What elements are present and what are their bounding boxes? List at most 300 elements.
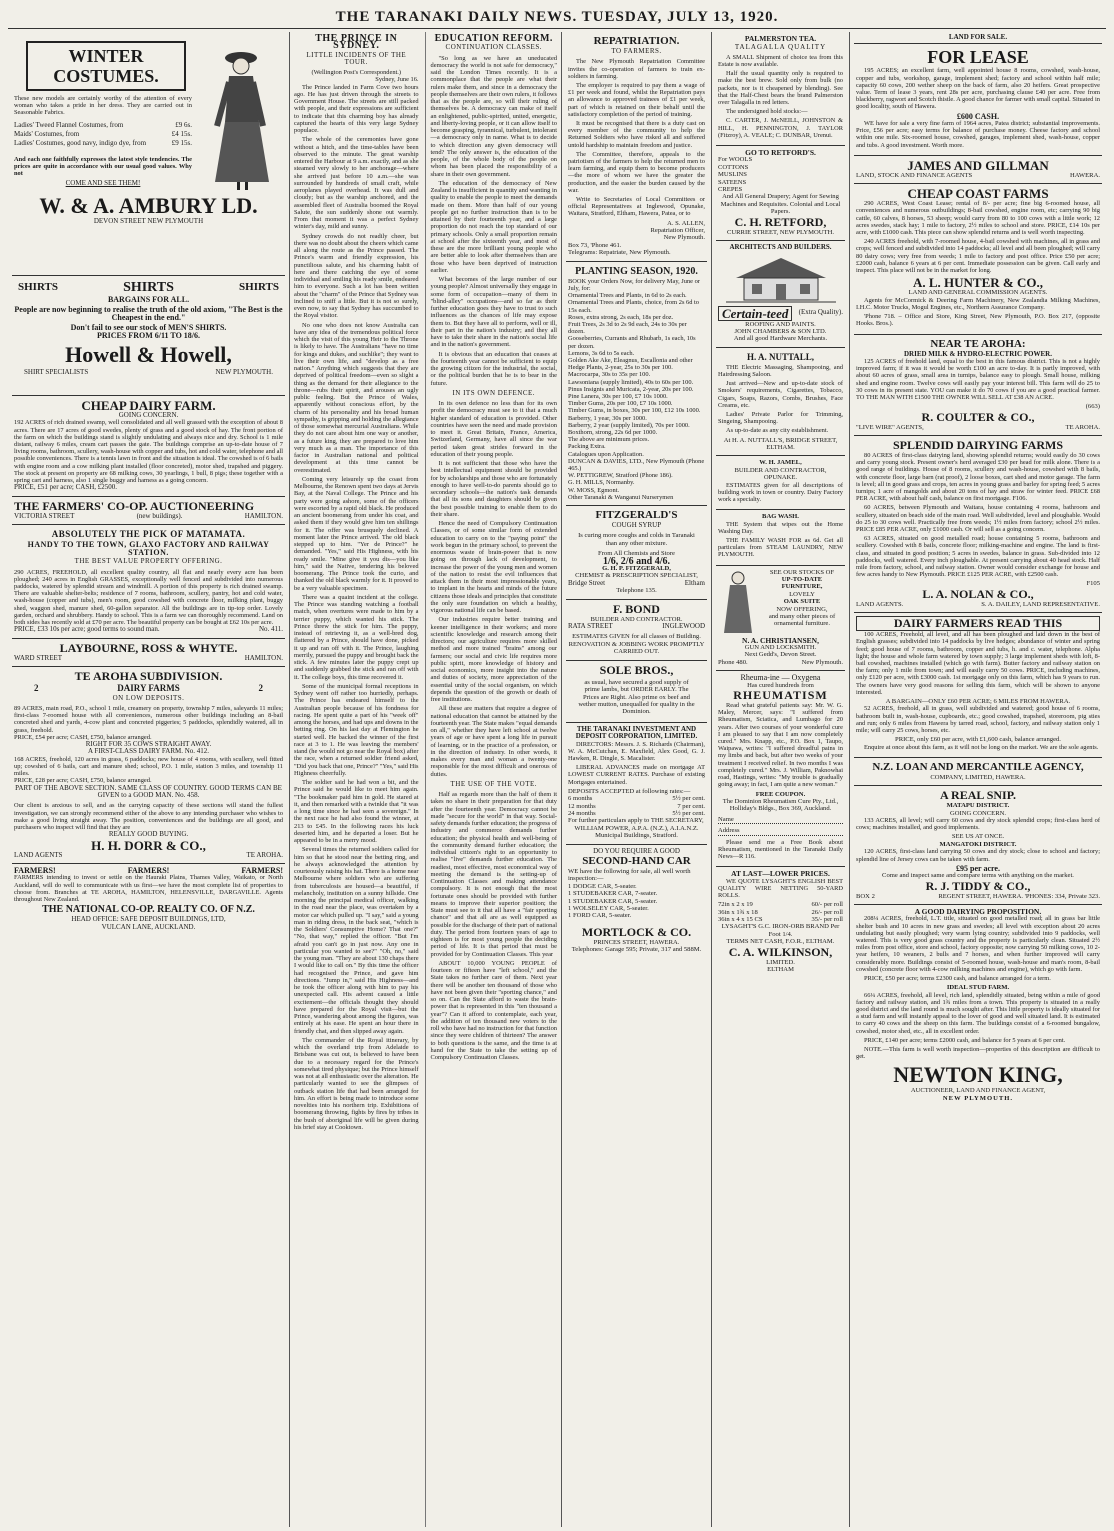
lease-body: 195 ACRES; an excellent farm, well appointed house 8 rooms, cowshed, wash-house, copper and tubs, workshop, garage, implement shed; factory and school within half mile; capacity 60 cows, 200 wether sheep on the back of farm, also 20 heifers. Great prospective value. Term of lease 3 years, rent 28s per acre, purchasing clause £40 per acre. Free from blackberry, ragwort and Scotch thistle. A good chance for farmer with small capital. Situated in good locality, south of Hawera. <box>856 67 1100 111</box>
planting-line: Gooseberries, Currants and Rhubarb, 1s each, 10s per dozen. <box>568 335 696 350</box>
realty-body: FARMERS intending to invest or settle on the Hauraki Plains, Thames Valley, Waikato, or North Auckland, will do well to communicate with us first—we have the most complete list of properties to choose from. Branches at TE AROHA, HAMILTON, HELENSVILLE, DARGAVILLE. Agents throughout New Zealand. <box>14 874 283 904</box>
ad-real-snip <box>854 786 1102 905</box>
snip-title: A REAL SNIP. <box>940 788 1016 803</box>
winter-item-label: Ladies' Costumes, good navy, indigo dye, from <box>14 138 147 147</box>
bond-tag: RENOVATION & JOBBING WORK PROMPTLY CARRIED OUT. <box>568 640 705 656</box>
planting-line: BOOK your Orders Now, for delivery May, June or July, for: <box>568 277 700 292</box>
jamel-sub: BUILDER AND CONTRACTOR, OPUNAKE. <box>734 466 827 482</box>
laybourne-title: LAYBOURNE, ROSS & WHYTE. <box>59 640 238 655</box>
prince-paragraph: Some of the municipal formal receptions in Sydney went off rather too hurriedly, perhaps. The Prince has endeared himself to the Australian people because of his fondness for racing. He spent quite a part of his "week off" among the horses, and had ups and downs in the betting ring. On his last day at Flemington he started well. He backed the winner of the first race at 3 to 1. He was leaving the members' stand (he would not go near the Royal box) after the race, when a returned soldier friend asked, "Did you back that one, Prince?" "Yes," said His Highness cheerfully. <box>294 682 419 777</box>
rheum-body: Read what grateful patients say: Mr. W. G. Maley, Mercer, says: "I suffered from Rheumatism, Sciatica, and Lumbago for 20 years. After two courses of your wonderful cure I am pleased to say that I am now completely cured." Mrs. Knapp, etc., P.O. Box 1, Taupo, Waipawa, writes: "I suffered dreadful pains in my limbs and back, but after two weeks of your treatment I received relief. In two months I was completely cured." Mrs. J. William, Paknowhai road, Hastings, writes: "My trouble is gradually going away; in fact, I am quite a new woman." <box>718 702 843 789</box>
woman-illustration <box>199 42 279 192</box>
dfr-p2note: Enquire at once about this farm, as it will not be long on the market. We are the sole agents. <box>864 743 1099 751</box>
winter-item-price: £9 15s. <box>171 138 192 147</box>
arch-line3: And all good Hardware Merchants. <box>733 335 828 343</box>
nolan-firm: L. A. NOLAN & CO., <box>922 586 1034 601</box>
arch-extra: (Extra Quality). <box>798 308 843 317</box>
tearoha-sub: DAIRY FARMS <box>117 683 180 694</box>
car-title: SECOND-HAND CAR <box>582 855 691 867</box>
ad-repatriation <box>566 32 707 262</box>
planting-line: Ornamental Trees and Plants, in 6d to 2s each. <box>568 292 687 300</box>
realty-head: FARMERS! <box>14 866 56 875</box>
dfr-p2price: PRICE, only £60 per acre, with £1,600 cash, balance arranged. <box>895 736 1061 744</box>
tea-body2: Half the usual quantity only is required to make the best brew. Sold only from bulk (no packets, nor is it cheapened by blending). See that the Half-Chest bears the brand Palmerston over Talagalla in red letters. <box>718 70 843 107</box>
planting-line: Fruit Trees, 2s 3d to 2s 9d each, 24s to 30s per dozen. <box>568 320 687 336</box>
planting-line: Barberry, 2 year (supply limited), 70s per 1000. <box>568 421 690 429</box>
bond-row <box>568 623 705 630</box>
winter-cta: COME AND SEE THEM! <box>65 179 141 188</box>
car-body: WE have the following for sale, all well worth inspection:— <box>568 868 691 883</box>
planting-line: G. H. MILLS, Normanby. <box>568 479 635 487</box>
repat-box: Box 73, 'Phone 461. <box>568 241 622 249</box>
planting-line: Golden Ake Ake, Eleagnus, Escallonia and other Hedge Plants, 2-year, 25s to 30s per 100. <box>568 356 693 372</box>
aroha-no: (663) <box>1085 403 1100 411</box>
masthead: THE TARANAKI DAILY NEWS. TUESDAY, JULY 13, 1920. <box>8 6 1106 29</box>
splendid-title: SPLENDID DAIRYING FARMS <box>892 437 1064 452</box>
tea-body3: The undersigned hold stocks:— <box>726 108 808 116</box>
james-right: HAWERA. <box>1069 171 1100 179</box>
shirts-footer-left: SHIRT SPECIALISTS <box>24 368 89 377</box>
nuttall-body2: Just arrived—New and up-to-date stock of Smokers' requirements, Cigarettes, Tobacco, Cigars, Soaps, Razors, Combs, Brushes, Face Creams, etc. <box>718 380 843 409</box>
planting-line: Boxthorn, strong, 22s 6d per 1000. <box>568 428 658 436</box>
snip-body2: 120 ACRES, first-class land carrying 50 cows and dry stock; close to school and factory; splendid line of Jersey cows can be taken with farm. <box>856 848 1100 863</box>
invest-rate: 5½ per cent. <box>672 795 705 803</box>
shirts-prices: PRICES FROM 6/11 TO 18/6. <box>96 330 201 340</box>
tearoha-p1: 89 ACRES, main road, P.O., school 1 mile, creamery on property, township 7 miles, saleyards 11 miles; first-class 7-roomed house with all conveniences, numerous other buildings including an 8-bail concreted shed and yards, 4-cow plant and concreted piggeries; 5 paddocks, splendidly watered, all in grass, freehold. <box>14 704 283 734</box>
nuttall-title: H. A. NUTTALL, <box>746 351 815 362</box>
furn-line: UP-TO-DATE <box>781 576 823 584</box>
furn-line: NOW OFFERING, <box>776 605 828 613</box>
lease-title: FOR LEASE <box>927 47 1029 68</box>
ad-planting-season <box>566 262 707 506</box>
prince-credit: (Wellington Post's Correspondent.) <box>311 69 402 76</box>
vote-paragraph: ABOUT 10,000 YOUNG PEOPLE of fourteen or fifteen have "left school," and the State takes no further care of them. Next year there will be another ten thousand of those who have not been given their "sporting chance," and so on. Can the State afford to waste the brain-power that is represented in this "ten thousand a year"? Can it afford to contemplate, each year, the addition of ten thousand new voters to the roll who have had no instruction for that function since they were children of thirteen? The answer to both questions is the same, and the time is at hand for the State to take the setting up of Compulsory Continuation Classes. <box>430 959 557 1061</box>
fitz-row <box>568 580 705 587</box>
fitz-firm2: CHEMIST & PRESCRIPTION SPECIALIST, <box>575 572 698 580</box>
nzloan-title: N.Z. LOAN AND MERCANTILE AGENCY, <box>872 760 1084 773</box>
education-paragraph: "So long as we have an uneducated democracy the world is not safe for democracy," said the London Times recently. It is a commonplace that the people are what their rulers make them, and since in a democracy the people themselves are their own rulers, it follows that as the people are, so will their ruling of themselves be. A democracy can make of itself an enlightened, public-spirited, united, energetic, and liberty-loving people, or it can allow itself to become grasping, tyrannical, turbulent, intolerant—a democracy only in name. What is to decide to which direction any given democracy will tend? The only answer is, the education of the people, of the whole body of the people on whom has been placed the responsibility of a share in their own government. <box>430 54 557 178</box>
invest-rate: 7 per cent. <box>677 802 705 810</box>
education-sub: CONTINUATION CLASSES. <box>445 43 542 52</box>
land-for-sale-head: LAND FOR SALE. <box>854 32 1102 44</box>
retford-addr: CURRIE STREET, NEW PLYMOUTH. <box>727 228 834 236</box>
shirts-footer-right: NEW PLYMOUTH. <box>215 368 273 377</box>
splendid-p3: 63 ACRES, situated on good metalled road; house containing 5 rooms, bathroom and scullery. Cowshed with 8 bails, concrete floor; milking-machine and engine. The land is first-class, and situated in good position; 5 acres in swedes, balance in grass. Sub-divided into 12 paddocks, well watered. Every inch ploughable. At present carrying about 40 head stock. Half mile from factory, school, and railway station. Owner would consider exchange for house and few acres handy to New Plymouth. PRICE £125 PER ACRE, with £2500 cash. <box>856 535 1100 579</box>
tearoha-p1right: RIGHT FOR 35 COWS STRAIGHT AWAY. <box>85 739 212 748</box>
tearoha-num: 2 <box>34 683 39 694</box>
aroha-title: NEAR TE AROHA: <box>930 337 1026 350</box>
planting-line: Lawsoniana (supply limited), 40s to 60s per 100. <box>568 378 694 386</box>
car-item: 1 STUDEBAKER CAR, 7-seater. <box>568 890 658 898</box>
education-paragraph: Hence the need of Compulsory Continuation Classes, or of some similar form of extended education to carry on to the "paying point" the work begun in the primary school, to prevent the enormous waste of brain-power that is now going on through lack of development, to increase the power of the young men and women of the nation to resist the evil influences that attack them in their most impressionable years, to implant in the hearts and minds of the future citizens those ideals and principles that constitute the only sure foundation on which a healthy, vigorous national life can be based. <box>430 520 557 614</box>
coulter-right: TE AROHA. <box>1065 423 1100 431</box>
winter-item-label: Maids' Costumes, from <box>14 129 80 138</box>
netting-body: WE QUOTE LYSAGHT'S ENGLISH BEST QUALITY WIRE NETTING 50-YARD ROLLS. <box>718 877 843 899</box>
matamata-no: No. 411. <box>258 625 283 634</box>
christiansen-firm: N. A. CHRISTIANSEN, <box>742 635 819 645</box>
ad-fitzgerald <box>566 506 707 600</box>
repat-tel: Telegrams: Repatriate, New Plymouth. <box>568 249 671 257</box>
snip-see: SEE US AT ONCE. <box>951 833 1005 841</box>
fitz-right: Eltham <box>684 578 705 587</box>
invest-addr: Municipal Buildings, Stratford. <box>595 832 678 840</box>
rheum-coupon2: Please send me a Free Book about Rheumatism, mentioned in the Taranaki Daily News—R 116. <box>718 838 843 860</box>
splendid-p3no: F105 <box>1086 580 1100 588</box>
repat-sign-line: Repatriation Officer, <box>650 227 705 235</box>
ad-second-hand-car <box>566 845 707 958</box>
arch-title: ARCHITECTS AND BUILDERS. <box>729 243 832 252</box>
tearoha-sub-row <box>34 685 263 692</box>
ad-sole-bros <box>566 661 707 723</box>
ad-christiansen <box>716 566 845 672</box>
invest-body2: LIBERAL ADVANCES made on mortgage AT LOWEST CURRENT RATES. Purchase of existing Mortgages entertained. <box>568 764 705 786</box>
farmers-title: THE FARMERS' CO-OP. AUCTIONEERING <box>14 498 255 513</box>
dairy-price: PRICE, £51 per acre; CASH, £2500. <box>14 483 118 492</box>
prince-title: THE PRINCE IN SYDNEY. <box>315 33 398 52</box>
laybourne-left: WARD STREET <box>14 653 63 662</box>
retford-item: SATEENS <box>718 178 747 186</box>
jamel-title: W. H. JAMEL, <box>759 459 802 467</box>
dairy-title: CHEAP DAIRY FARM. <box>81 398 216 413</box>
newton-firm: NEWTON KING, <box>893 1062 1063 1088</box>
planting-line: Roses, extra strong, 2s each, 18s per doz. <box>568 313 674 321</box>
coupon-address-field[interactable]: Address <box>718 827 843 835</box>
arch-line2: JOHN CHAMBERS & SON LTD. <box>734 327 827 335</box>
dfr-p1: 100 ACRES, Freehold, all level, and all has been ploughed and laid down in the best of English grasses; subdivided into 14 paddocks by live hedges; abundance of winter and spring feed; good house of 7 rooms, bathroom, copper and tubs, h. and c. water, telephone. Alpha light; the house and whole farm watered by town supply; 3 large implement sheds with loft, 8-bail cowshed, machines installed (which go with farm). Butter factory and railway station on the farm; only 1 mile from town; and will easily carry 50 cows. PRICE, including machines, only £120 per acre, with £3000 cash. 1st mortgage only on this farm, which has 9 years to run. The owners have very good reasons for selling this farm, which will be shown to anyone interested. <box>856 631 1100 696</box>
fitz-title: FITZGERALD'S <box>595 509 678 521</box>
arch-line1: ROOFING AND PAINTS. <box>745 320 816 328</box>
repat-paragraph: The Committee, therefore, appeals to the patriotism of the farmers to help the returned men to learn farming, and equip them to become producers—the more of whom we have the greater the production, and the easier the burden caused by the war. <box>568 150 705 194</box>
tea-title: PALMERSTON TEA. <box>744 34 817 43</box>
hunter-phone: 'Phone 718. – Office and Store, King Street, New Plymouth, P.O. Box 217, (opposite Hooks. Bros.). <box>856 313 1100 328</box>
winter-item-price: £4 15s. <box>171 129 192 138</box>
bond-right: INGLEWOOD <box>662 622 705 631</box>
repat-title: REPATRIATION. <box>593 35 680 47</box>
splendid-p1: 80 ACRES of first-class dairying land, showing splendid returns; would easily do 30 cows and carry young stock. Present owner's herd averaged £30 per head for milk alone. There is a good range of buildings. House of 8 rooms, scullery and wash-house, cowshed with 8 bails, with concrete floor, large barn (rat proof), 2 loose boxes, cart shed and motor garage. The farm is level; all in good grass and crops, ten acres in young grass and barley for spring feed; 5 acres turnips; 1 acre of mangolds and about 20 tons of hay and straw for winter feed. PRICE £68 PER ACRE, with about half cash, balance on first mortgage. F106. <box>856 451 1100 503</box>
tearoha-title: TE AROHA SUBDIVISION. <box>74 669 223 684</box>
repat-paragraph: It must be recognised that there is a duty cast on every member of the community to help the Returned Soldiers who have risked all and suffered untold hardship to maintain freedom and justice. <box>568 120 705 149</box>
ambury-firm: W. & A. AMBURY LD. <box>39 192 258 218</box>
prince-paragraph: Several times the returned soldiers called for him so that he stood near the betting ring, and he always acknowledged the attention by courteously raising his hat. There is a home near Melbourne where soldiers who are suffering from tuberculosis are housed—a beautiful, if melancholy, institution on a sunny hillside. One morning the principal medical officer, walking in the road near the place, was overtaken by a motor car which pulled up. "I say," said a young man in riding dress, in the back seat, "which is the Soldiers' Consumptive Home? That one?" "No, that way," replied the officer. "But I'm afraid you can't go in just now. Any one in particular you wanted to see?" "Oh, no," said the young man. "They are about 130 chaps there I would like to call on." By this time the officer had recognised the Prince, and gave him directions. "Jump in," said His Highness—and he took the officer along with him to pay his unexpected call. His advent caused a little excitement—the officials thought they should have prepared for the Royal visit—but the Prince, wandering about among the figures, was entirely at his ease. He spent an hour there in friendly chat, and then slipped away again. <box>294 846 419 1035</box>
wash-title: BAG WASH. <box>762 513 799 521</box>
snip-price: £95 per acre. <box>956 863 1000 873</box>
cheap-p2: 240 ACRES freehold, with 7-roomed house, 4-bail cowshed with machines, all in grass and crops; well fenced and subdivided into 14 paddocks; all level and all been ploughed; will carry 80 dairy cows; very free from weeds; 1 mile to factory and post office. Price £50 per acre; £2000 cash, balance 6 years at 6 per cent. Immediate possession can be given. Call early and inspect. This place will not be in the market for long. <box>856 238 1100 275</box>
realty-title: THE NATIONAL CO-OP. REALTY CO. OF N.Z. <box>42 904 255 916</box>
mortlock-firm: MORTLOCK & CO. <box>581 924 692 939</box>
hunter-sub: LAND AND GENERAL COMMISSION AGENTS. <box>908 289 1048 297</box>
shirts-body: People are now beginning to realise the truth of the old axiom, "The Best is the Cheapest in the end." <box>14 305 283 322</box>
ad-national-realty <box>12 864 285 935</box>
netting-size: 36in x 1¾ x 18 <box>718 908 758 916</box>
retford-item: MUSLINS <box>718 171 747 179</box>
farmers-line-mid: (new buildings). <box>136 511 183 520</box>
invest-sec: WILLIAM POWER, A.P.A. (N.Z.), A.I.A.N.Z. <box>574 824 699 832</box>
prince-paragraph: The whole of the ceremonies have gone without a hitch, and the time-tables have been observed to the minute. The great warship entered the Harbour at 9 a.m. exactly, and as she steamed very slowly to her anchorage—where she arrived just before 10 a.m.—she was surrounded by hundreds of small craft, while aeroplanes played overhead. It was dull and cloudy; but as the warship anchored, and the assembled fleet of Australia boomed the Royal Salute, the sun suddenly shone out warmly. From that moment it was a perfect Sydney winter's day, mild and sunny. <box>294 136 419 231</box>
arch-brand: Certain-teed <box>718 306 792 321</box>
planting-line: Barberry, 1 year, 30s per 1000. <box>568 414 647 422</box>
christiansen-town: New Plymouth. <box>801 658 843 666</box>
ad-nuttall <box>716 348 845 457</box>
matamata-price: PRICE, £33 10s per acre; good terms to sound man. <box>14 625 160 634</box>
column-3 <box>562 32 712 1527</box>
realty-heads <box>14 867 283 874</box>
retford-item: For WOOLS <box>718 156 753 164</box>
netting-size: 36in x 4 x 15 CS <box>718 915 763 923</box>
shirts-heading-row <box>18 281 279 294</box>
retford-body: And All General Drapery; Agent for Sewing Machines and Requisites. Colonial and Local Papers. <box>720 193 841 216</box>
realty-head: FARMERS! <box>127 866 170 875</box>
coulter-firm: R. COULTER & CO., <box>921 409 1035 424</box>
netting-terms: TERMS NET CASH, F.O.R., ELTHAM. <box>726 938 835 946</box>
vote-paragraph: Half as regards more than the half of them it takes no share in their preparation for that duty after the fourteenth year. Democracy cannot be made "secure for the world" in that way. Social-safety demands further education; the progress of industry and commerce demands further education; the physical health and well-being of the community demand further education; the individual citizen's right to an opportunity to realise "live" demands further education. The readiest, most effective, most economical way of meeting the demand is the setting-up of Continuation Classes and making attendance compulsory. It is not enough that the most fortunate ones should be provided with further means to improve their superior position; the State must see to it that all have a "fair sporting chance" and that all are as well equipped as possible for the discharge of their part of national duty. The period from fourteen years of age to eighteen is for most young people the deciding period of life. It is that period that must be provided for by Continuation Classes. This year <box>430 791 557 958</box>
prop-body: 208¼ ACRES, freehold, L.T. title, situated on good metalled road; all in grass bar little shelter bush and 10 acres in new grass and swedes; all level with exception about 20 acres undulating but easily ploughed; very warm lying country; subdivided into 9 paddocks, well watered. This is very good grass country and the property is particularly clean. Situated 2½ miles from post office, store and school, factory opposite; now carrying 50 milking cows, 10 2-year heifers, 10 weaners, 2 bulls and 7 horses, and when further improved will carry considerably more. Buildings consist of 5-roomed house, wash-house and man's room, 8-bail cowshed (concrete floor with 4-cow milking machines and engine), which go with farm. <box>856 915 1100 973</box>
laybourne-right: HAMILTON. <box>244 653 283 662</box>
planting-line: W. MOSS, Egmont. <box>568 486 620 494</box>
tea-body: A SMALL Shipment of choice tea from this Estate is now available. <box>718 53 843 69</box>
planting-line: Other Taranaki & Wanganui Nurserymen <box>568 493 674 501</box>
sole-title: SOLE BROS., <box>599 662 674 677</box>
planting-list <box>568 278 705 501</box>
shirts-title: SHIRTS <box>18 281 58 293</box>
netting-price: 26/- per roll <box>811 908 843 916</box>
tearoha-p2price: PRICE, £28 per acre; CASH, £750, balance arranged. <box>14 777 152 785</box>
car-item: 1 WOLSELEY CAR, 5-seater. <box>568 905 649 913</box>
planting-line: Lemons, 3s 6d to 5s each. <box>568 349 635 357</box>
repat-sign-line: New Plymouth. <box>663 234 705 242</box>
matamata-sub2: THE BEST VALUE PROPERTY OFFERING. <box>74 557 223 566</box>
education-title: EDUCATION REFORM. <box>434 33 553 44</box>
furn-line: OAK SUITE <box>783 598 821 606</box>
winter-title: WINTER COSTUMES. <box>53 46 159 86</box>
nuttall-addr: At H. A. NUTTALL'S, BRIDGE STREET, ELTHAM. <box>723 436 838 451</box>
article-prince-in-sydney <box>294 32 419 1527</box>
prince-sub: LITTLE INCIDENTS OF THE TOUR. <box>306 50 407 66</box>
fitz-body: Is curing more coughs and colds in Taranaki than any other mixture. <box>578 532 695 547</box>
ad-farmers-coop <box>12 497 285 525</box>
shirts-title: SHIRTS <box>123 280 174 295</box>
wilkinson-limited: LIMITED. <box>766 958 795 966</box>
nolan-left: LAND AGENTS. <box>856 600 904 608</box>
retford-firm: C. H. RETFORD, <box>734 214 827 229</box>
ad-certain-teed <box>716 241 845 348</box>
hunter-firm: A. L. HUNTER & CO., <box>912 275 1043 291</box>
invest-body: DIRECTORS: Messrs. J. S. Richards (Chairman), W. A. McCutchan, E. Maxfield, Alex Good, G. J. Hawken, R. Dingle, S. Macalister. <box>568 740 705 762</box>
ad-bond <box>566 600 707 661</box>
splendid-p2: 60 ACRES, between Plymouth and Waitara, house containing 4 rooms, bathroom and scullery, situated on beach side of the main road. Well subdivided, level and ploughable. Would do 25 to 30 cows well. Practically free from weeds; 1½ miles from factory; school 2½ miles. PRICE £85 PER ACRE, only £1000 cash. Or will sell as a going concern. <box>856 504 1100 533</box>
invest-term: 24 months <box>568 809 596 817</box>
fitz-left: Bridge Street <box>568 578 606 587</box>
shirts-line: Don't fail to see our stock of MEN'S SHIRTS. <box>70 323 227 333</box>
matamata-body: 290 ACRES, FREEHOLD, all excellent quality country, all flat and nearly every acre has been ploughed; 240 acres in English GRASSES, exceptionally well fenced and subdivided into numerous paddocks, watered by splendid stream and windmill. A portion of this property is rich drained swamp. There are valuable shelter-belts; residence of 7 rooms, bathroom, scullery, pantry, hot and cold water, wash-house (copper and tubs), men's room, good cowshed with concrete floor, milking plant, buggy shed, waggon shed, manure shed, 60-gallon separator. All the buildings are in tip-top order. Lovely garden, orchard and shrubbery. Handy to school. This is a farm we can thoroughly recommend. Land on both sides has recently sold at £70 per acre. The beautiful property can be bought at £62 10s per acre. <box>14 568 283 627</box>
tearoha-body: Our client is anxious to sell, and as the carrying capacity of these sections will stand the fullest investigation, we can strongly recommend either of the above to any intending purchaser who wishes to make a good living straight away. The position, conveniences and the buildings are all good, and purchasers who inspect will find that they are <box>14 802 283 831</box>
furn-line: SEE OUR STOCKS OF <box>769 568 835 576</box>
snip-mangatoki: MANGATOKI DISTRICT. <box>939 840 1017 848</box>
ad-palmerston-tea <box>716 32 845 146</box>
tearoha-p2: 168 ACRES, freehold, 120 acres in grass, 6 paddocks; new house of 4 rooms, with scullery, well fitted up; cowshed of 6 bails, cart and manure shed; school, P.O. 1 mile, station 3 miles, and township 11 miles. <box>14 755 283 778</box>
column-1 <box>8 32 290 1527</box>
ad-bag-wash <box>716 510 845 565</box>
planting-line: DUNCAN & DAVIES, LTD., New Plymouth (Phone 465.) <box>568 457 705 472</box>
tearoha-p1no: A FIRST-CLASS DAIRY FARM. No. 412. <box>87 747 210 756</box>
rheum-coupon-body: The Dominion Rheumatism Cure Pty., Ltd., Holliday's Bldgs., Box 369, Auckland. <box>722 797 839 813</box>
snip-note: Come and inspect same and compare terms with anything on the market. <box>882 872 1074 880</box>
wilkinson-town: ELTHAM <box>767 966 794 973</box>
prop-price: PRICE, £50 per acre; terms £2300 cash, and balance arranged for a term. <box>864 974 1051 982</box>
ad-cheap-dairy-farm <box>12 396 285 497</box>
vote-title: THE USE OF THE VOTE. <box>450 779 538 788</box>
dairy-body: 192 ACRES of rich drained swamp, well consolidated and all well grassed with the exception of about 8 acres. There are 17 acres of good swedes, plenty of grass and a good stock of hay. The front portion of the farm on which the buildings stand is slightly undulating and always nice and dry. School is 1 mile distant, railway 6 miles, cream cart passes the gate. The buildings comprise an up-to-date house of 7 living rooms, bathroom, scullery, wash-house with copper and tubs, hot and cold water, telephone and all possible conveniences. There is a tennis lawn in front and the situation is ideal. The cowshed is of 6 bails with engine room and a cow milking plant installed (floor concreted), motor shed, trapshed and piggery. The stock at present on property are 68 milking cows, 30 yearlings, 1 bull, 8 pigs; these together with a spring cart and harness, also 1 single buggy and harness as a going concern. <box>14 419 283 485</box>
snip-body: 133 ACRES, all level; will carry 60 cows and dry stock splendid crops; first-class herd of cows; machines installed, and good implements. <box>856 817 1100 832</box>
ad-rheumatism <box>716 671 845 867</box>
planting-line: Ornamental Trees and Plants, choice, from 2s 6d to 15s each. <box>568 299 699 314</box>
fitz-from: From All Chemists and Store <box>598 550 675 558</box>
woman-illustration <box>718 569 758 637</box>
nuttall-body3: Ladies' Private Parlor for Trimming, Singeing, Shampooing. <box>718 410 843 426</box>
ambury-address: DEVON STREET NEW PLYMOUTH <box>93 216 204 225</box>
prince-paragraph: The commander of the Royal itinerary, by which the overland trip from Adelaide to Brisbane was cut out, is believed to have been due to a necessary regard for the Prince's somewhat tired physique; but the Prince himself was not at all enthusiastic over the alteration. He particularly wanted to see the glimpses of outback station life that had been arranged for him. An effort is being made to introduce some novelties into his northern trip. Exhibitions of boomerang throwing, fights by fires by tribes in the bush of aboriginal life will be given during his brief stay at Cooktown. <box>294 1036 419 1131</box>
planting-line: Packing Extra. <box>568 443 606 451</box>
invest-title: THE TARANAKI INVESTMENT AND DEPOSIT CORPORATION, LIMITED. <box>575 724 698 741</box>
tea-brand: TALAGALLA QUALITY <box>734 43 827 52</box>
furn-line: and many other pieces of ornamental furniture. <box>768 613 836 628</box>
shirts-sub: BARGAINS FOR ALL. <box>107 295 190 304</box>
coulter-left: "LIVE WIRE" AGENTS, <box>856 423 924 431</box>
education-paragraph: Our industries require better training and keener intelligence in their workers; and more scientific knowledge and research among their directors; our agriculture requires more skilled method and more trained "brains" among our farmers; our social and civic life requires more public spirit, more knowledge of history and social economics, more insight into the nature and duties of society, more appreciation of the essential unity of the social organism, on which depends the question of the growth or death of free institutions. <box>430 616 557 703</box>
nzloan-sub: COMPANY, LIMITED, HAWERA. <box>930 773 1026 781</box>
invest-term: 12 months <box>568 802 596 810</box>
furn-line: FURNITURE, <box>781 583 823 591</box>
shirts-footer <box>24 369 273 376</box>
aroha-body: 125 ACRES of freehold land, equal to the best in this famous district. This is not a highly improved farm; if it was it would be worth £100 an acre to-day. It is partly improved, with about 60 acres of grass, small area in turnips, balance easy to plough. Small house, milking shed and engine room. Twelve cows will easily pay your interest bill. This farm will do 25 to 30 cows in its present state. YOU can make it do 70 cows if you are a good practical farmer. TO THE MAN WITH £1500 THE OWNER WILL SELL AT £38 AN ACRE. <box>856 357 1100 401</box>
repat-paragraph: The New Plymouth Repatriation Committee invites the co-operation of farmers to train ex-soldiers in farming. <box>568 58 705 80</box>
matamata-price-row <box>14 626 283 633</box>
ad-dairy-farmers-read <box>854 613 1102 758</box>
house-illustration <box>726 254 836 304</box>
ad-shirts <box>12 276 285 396</box>
car-item: 1 STUDEBAKER CAR, 5-seater. <box>568 897 658 905</box>
aroha-sub: DRIED MILK & HYDRO-ELECTRIC POWER. <box>904 349 1052 358</box>
jamel-body: ESTIMATES given for all descriptions of building work in town or country. Dairy Factory work a specialty. <box>718 481 843 503</box>
repat-sign-line: A. S. ALLEN, <box>667 219 705 227</box>
rheum-coupon: FREE COUPON. <box>755 790 806 798</box>
james-left: LAND, STOCK AND FINANCE AGENTS <box>856 171 973 179</box>
sole-body: as usual, have secured a good supply of prime lambs, but ORDER EARLY. The Prices are Right. Also prime ox beef and wether mutton, unequalled for quality in the Dominion. <box>578 678 695 716</box>
shirts-title: SHIRTS <box>239 281 279 293</box>
prop-body2: 66¼ ACRES, freehold, all level, rich land, splendidly situated, being within a mile of good factory and railway station, and 1¾ miles from a town. This property is situated in a really good district and the land round is much sought after. This little property is ideally situated for a stud farm and will instantly appeal to the lover of good and well situated land. It is estimated to carry 40 cows and the sheep on this farm. The buildings consist of a 6-roomed bungalow, cowshed, motor shed, etc., all in excellent order. <box>856 991 1100 1035</box>
retford-title: GO TO RETFORD'S. <box>745 148 816 158</box>
repat-paragraph: Write to Secretaries of Local Committees or official Representatives at Inglewood, Opunake, Waitara, Stratford, Eltham, Hawera, Patea, or to <box>568 196 705 218</box>
newton-town: NEW PLYMOUTH. <box>942 1094 1014 1102</box>
nolan-right: S. A. DAILEY, LAND REPRESENTATIVE. <box>981 600 1100 608</box>
invest-apply: For further particulars apply to THE SECRETARY, <box>568 817 704 825</box>
column-4 <box>712 32 850 1527</box>
prince-paragraph: The Prince landed in Farm Cove two hours ago. He has just driven through the streets to Government House. The streets are still packed with people, and their expressions are sufficient to indicate that this charming boy has already captured the hearts of this very large Sydney populace. <box>294 83 419 134</box>
wilkinson-firm: C. A. WILKINSON, <box>728 944 833 959</box>
education-paragraph: All these are matters that require a degree of national education that cannot be attained by the fourteenth year. The State makes "equal demands on all," whether they have left school at twelve years of age or have spent a long life in pursuit of learning, or in the practice of a profession, or in the direction of industry. In other words, it makes every man and woman a twenty-one responsible for the most difficult and onerous of duties. <box>430 705 557 778</box>
winter-body: And each one faithfully expresses the latest style tendencies. The prices are quite in accordance with our usual good values. Why not <box>14 155 192 178</box>
education-paragraph: It is obvious that an education that ceases at the fourteenth year cannot be sufficient to equip the growing citizen for the industrial, the social, or the political burden that he is to bear in the future. <box>430 350 557 387</box>
tearoha-tag: REALLY GOOD BUYING. <box>108 830 189 839</box>
winter-price-list <box>14 121 192 148</box>
netting-price: 60/- per roll <box>811 901 843 909</box>
repat-sub: TO FARMERS. <box>611 47 662 55</box>
fitz-firm: G. H. P. FITZGERALD, <box>602 565 671 573</box>
lease-body2: WE have for sale a very fine farm of 1964 acres, Patea district; substantial improvements. Price, £56 per acre; easy terms for balance of purchase money. Cheese factory and school within one mile. Six-roomed house, cowshed, garages, implement shed, wash-house, copper and tubs. A good investment. Worth more. <box>856 120 1100 149</box>
wash-body: THE System that wipes out the Home Washing Day. <box>718 520 843 535</box>
realty-head: FARMERS! <box>241 866 283 875</box>
ad-dairying-proposition <box>854 905 1102 1106</box>
snip-sub: MATAPU DISTRICT. <box>946 802 1010 810</box>
article-education-reform: EDUCATION REFORM. CONTINUATION CLASSES. "So long as we have an uneducated democracy the world is not safe for democracy," said the London Times recently. It is a commonplace that the people are what their rulers make them, and since in a democracy the people themselves are their own rulers, it follows that as the people are, so will their ruling of themselves be. A democracy can make of itself an enlightened, public-spirited, united, energetic, and liberty-loving people, or it can allow itself to become grasping, tyrannical, turbulent, intolerant—a democracy only in name. What is to decide to which direction any given democracy will tend? The only answer is, the education of the people, of the whole body of the people on whom has been placed the responsibility of a share in their own government. The education of the democracy of New Zealand is insufficient in quantity and wanting in quality to enable the people to meet the demands made on them. More than half of our young people get no further instruction than is to be attained by their fourteenth year, and a large proportion do not reach the top standard of our primary schools. Only a small proportion remain at school after the sixteenth year, and most of these are the more brilliant young people who are better able to look after themselves than are those who have been deprived of instruction earlier. What becomes of the large number of our young people? Almost universally they engage in some form of occupation—many of them in "blind-alley" occupations—and so far as their further education goes they have to trust to such influences as the chances of life may expose them to. But they have all to perform, well or ill, their part in the nation's industry; and they all have to take their share in the nation's social life and in the nation's government. It is obvious that an education that ceases at the fourteenth year cannot be sufficient to equip the growing citizen for the industrial, the social, or the political burden that he is to bear in the future. IN ITS OWN DEFENCE. In its own defence no less than for its own profit the democracy must see to it that a much higher standard of education is provided. Other countries have seen the need and made provision to meet it. Great Britain, France, America, Switzerland, Germany, have all since the war period taken great strides forward in the education of their young people. It is not sufficient that those who have the best intellectual equipment should be provided for by scholarships and those who are fortunately enough to have well-to-do parents should go to secondary schools—the nation's task demands that all its sons and daughters should be given the best possible training to enable them to do their share. Hence the need of Compulsory Continuation Classes, or of some similar form of extended education to carry on to the "paying point" the work begun in the primary school, to prevent the enormous waste of brain-power that is now going on through lack of development, to increase the power of the young men and women of the nation to resist the evil influences that attack them in their most impressionable years, to implant in the hearts and minds of the future citizens those ideals and principles that constitute the only sure foundation on which a healthy, vigorous national life can be based. Our industries require better training and keener intelligence in their workers; and more scientific knowledge and research among their directors; our agriculture requires more skilled method and more trained "brains" among our farmers; our social and civic life requires more public spirit, more knowledge of history and social economics, more insight into the nature and duties of society, more appreciation of the essential unity of the social organism, on which depends the question of the growth or death of free institutions. All these are matters that require a degree of national education that cannot be attained by the fourteenth year. The State makes "equal demands on all," whether they have left school at twelve years of age or have spent a long life in pursuit of learning, or in the practice of a profession, or in the direction of industry. In other words, it makes every man and woman a twenty-one responsible for the most difficult and onerous of duties. THE USE OF THE VOTE. Half as regards more than the half of them it takes no share in their preparation for that duty after the fourteenth year. Democracy cannot be made "secure for the world" in that way. Social-safety demands further education; the progress of industry and commerce demands further education; the physical health and well-being of the community demand further education; the individual citizen's right to an opportunity to realise "live" demands further education. The readiest, most effective, most economical way of meeting the demand is the setting-up of Continuation Classes and making attendance compulsory. It is not enough that the most fortunate ones should be provided with further means to improve their superior position; the State must see to it that all have a "fair sporting chance" and that all are as well equipped as possible for the discharge of their part of national duty. The period from fourteen years of age to eighteen is for most young people the deciding period of life. It is that period that must be provided for by Continuation Classes. This year ABOUT 10,000 YOUNG PEOPLE of fourteen or fifteen have "left school," and the State takes no further care of them. Next year there will be another ten thousand of those who have not been given their "sporting chance," and so on. Can the State afford to waste the brain-power that is represented in this "ten thousand a year"? Can it afford to contemplate, each year, the addition of ten thousand new voters to the roll who have had no instruction for that function since they were children of thirteen? The answer to both questions is the same, and the time is at hand for the State to take the setting up of Compulsory Continuation Classes. <box>425 32 557 1527</box>
dorr-firm: H. H. DORR & CO., <box>91 837 206 853</box>
laybourne-row <box>14 655 283 662</box>
tiddy-firm: R. J. TIDDY & CO., <box>925 878 1031 893</box>
dorr-row <box>14 852 283 859</box>
education-paragraph: What becomes of the large number of our young people? Almost universally they engage in some form of occupation—many of them in "blind-alley" occupations—and so far as their further education goes they have to trust to such influences as the chances of life may expose them to. But they have all to perform, well or ill, their part in the nation's industry; and they all have to take their share in the nation's social life and in the nation's government. <box>430 276 557 349</box>
dorr-left: LAND AGENTS <box>14 850 63 859</box>
ad-near-te-aroha <box>854 335 1102 436</box>
ad-matamata <box>12 525 285 639</box>
ad-for-lease <box>854 44 1102 155</box>
winter-intro: These new models are certainly worthy of the attention of every woman who takes a pride in her dress. They are carried out in Seasonable Fabrics. <box>14 95 192 117</box>
dorr-right: TE AROHA. <box>246 850 283 859</box>
prop-note: NOTE.—This farm is well worth inspection—properties of this description are difficult to get. <box>856 1045 1100 1061</box>
column-2 <box>290 32 562 1527</box>
planting-line: The above are minimum prices. <box>568 436 650 444</box>
column-5 <box>850 32 1106 1527</box>
tearoha-num: 2 <box>258 683 263 694</box>
farmers-address-row <box>14 513 283 520</box>
furn-line: LOVELY <box>789 590 815 598</box>
planting-line: Timber Gums, 20s per 100, £7 10s 1000. <box>568 400 673 408</box>
prince-paragraph: There was a quaint incident at the college. The Prince was standing watching a football match, when overtures were made to him by a terrier puppy, which wanted his stick. The Prince threw the stick for him. The puppy, instead of retrieving it, as a well-bred dog, flattered by a Prince, should have done, picked it up and ran off with it. The Prince, laughing merrily, pursued the puppy and brought back the stick. A few minutes later the puppy crept up and suddenly grabbed the stick and ran off with it. The college boys, this time recovered it. <box>294 593 419 681</box>
ad-retford <box>716 146 845 241</box>
nuttall-body4: As up-to-date as any city establishment. <box>726 427 829 435</box>
coupon-name-field[interactable]: Name <box>718 816 843 824</box>
bond-title: F. BOND <box>613 601 660 616</box>
lease-cash: £600 CASH. <box>956 111 1000 121</box>
ad-winter-costumes <box>12 32 285 276</box>
newton-sub: AUCTIONEER, LAND AND FINANCE AGENT, <box>910 1087 1046 1095</box>
dairy-sub: GOING CONCERN. <box>118 411 179 419</box>
realty-addr1: HEAD OFFICE: SAFE DEPOSIT BUILDINGS, LTD, <box>71 915 226 924</box>
james-title: JAMES AND GILLMAN <box>907 157 1049 173</box>
netting-size: 72in x 2 x 19 <box>718 901 753 909</box>
snip-sub2: GOING CONCERN. <box>949 809 1007 817</box>
car-item: 1 DODGE CAR, 5-seater. <box>568 882 637 890</box>
netting-title: AT LAST—LOWER PRICES. <box>731 869 830 879</box>
ad-splendid-dairying <box>854 436 1102 613</box>
howell-firm: Howell & Howell, <box>65 342 232 368</box>
netting-body2: LYSAGHT'S G.C. IRON-ORB BRAND Per Foot 1/4. <box>721 923 840 938</box>
invest-term: 6 months <box>568 795 593 803</box>
mortlock-addr: PRINCES STREET, HAWERA. <box>593 938 680 946</box>
planting-line: Macrocarpa, 30s to 35s per 100. <box>568 371 651 379</box>
planting-line: Timber Gums, in boxes, 30s per 100, £12 10s 1000. <box>568 407 701 415</box>
car-pre: DO YOU REQUIRE A GOOD <box>593 846 680 855</box>
realty-addr2: VULCAN LANE, AUCKLAND. <box>101 922 196 931</box>
repat-paragraph: The employer is required to pay them a wage of £1 per week and found, whilst the Repatriation pays an allowance to approved trainees of £1 per week, part of which is retained on their behalf until the satisfactory completion of the period of training. <box>568 82 705 118</box>
ad-jamel <box>716 456 845 510</box>
retford-item: COTTONS <box>718 163 749 171</box>
cheap-title: CHEAP COAST FARMS <box>907 186 1049 202</box>
planting-line: W. PETTIGREW, Stratford (Phone 186). <box>568 472 673 480</box>
prince-paragraph: No one who does not know Australia can have any idea of the tremendous political force which the visit of this young Heir to the Throne is likely to have. The Australians "have no time for kings and dukes, and suchlike"; they want to live their own life, and "develop as a free nation." Anything which suggests that they are deprived of political freedom—even so slight a thing as the demand for their allegiance to the throne—rubs their spirit, and arouses an ugly public feeling. But the Prince of Wales, apparently without conscious effort, by the charm of his personality and his broad human sympathy, is gripping and holding the allegiance of those somewhat mercurial Australians. While they do not care about him one way or another, as a future king, they are prepared to love him very much as a man. The importance of this factor in Australian national and political development at this time cannot be overestimated. <box>294 321 419 474</box>
dfr-p2: 52 ACRES, freehold, all in grass, well subdivided and watered; good house of 6 rooms, bathroom built in, wash-house, cupboards, etc.; good cowshed, trapshed, storeroom, pig sties and run; only 6 miles from Hawera by tarred road, school, factory, and railway station only 1 mile; will carry 25 cows, horses, etc. <box>856 705 1100 735</box>
fitz-tel: Telephone 135. <box>616 587 657 595</box>
farmers-line-left: VICTORIA STREET <box>14 511 75 520</box>
ad-james-gillman <box>854 156 1102 184</box>
